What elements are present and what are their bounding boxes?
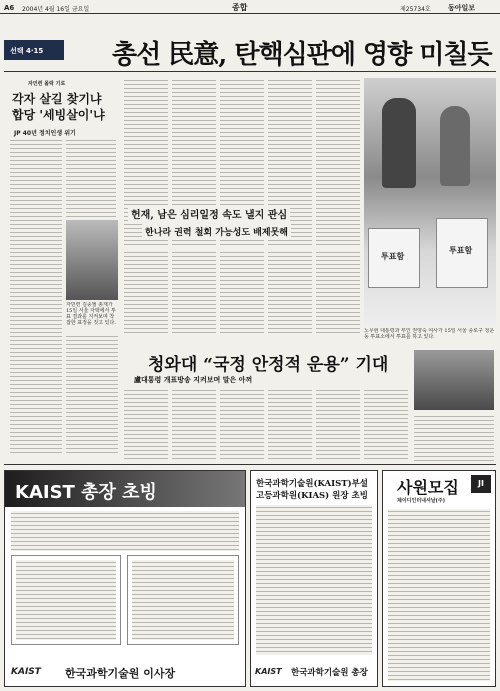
- divider: [4, 464, 496, 465]
- center-body-col-5: [316, 78, 360, 246]
- ad-kaist: [4, 470, 246, 687]
- kaist-banner: [5, 471, 245, 507]
- voting-photo: [364, 78, 496, 326]
- jp-body-col-3: [66, 334, 118, 454]
- jp-sub: JP 40년 정치인생 위기: [14, 130, 76, 137]
- jp-photo-caption: 자민련 김종필 총재가 15일 서울 자택에서 투표 결과를 지켜보며 착잡한 표정을 짓고 있다.: [66, 302, 116, 326]
- kias-logo: KAIST: [255, 667, 282, 676]
- center-body-col-8: [220, 250, 264, 336]
- person-silhouette: [382, 98, 416, 188]
- section-name: 종합: [232, 3, 248, 12]
- recruit-company: 제이디인터내셔날(주): [397, 498, 446, 504]
- bluehouse-body-col-4: [268, 388, 312, 462]
- kaist-intro: [11, 511, 239, 551]
- kias-title-1: 한국과학기술원(KAIST)부설: [256, 479, 369, 489]
- divider: [4, 71, 496, 72]
- page-number: A6: [4, 4, 15, 12]
- bluehouse-body-col-1: [124, 388, 168, 462]
- voting-photo-caption: 노무현 대통령과 부인 권양숙 여사가 15일 서울 종로구 청운동 투표소에서 투표를 하고 있다.: [364, 328, 495, 340]
- kaist-footer: 한국과학기술원 이사장: [65, 667, 176, 680]
- ballot-box-label: 투표함: [381, 251, 405, 261]
- ballot-box-right: [436, 218, 488, 288]
- paper-name: 동아일보: [448, 4, 476, 12]
- election-badge-text: 선택 4·15: [10, 47, 44, 55]
- kias-title-2: 고등과학원(KIAS) 원장 초빙: [256, 491, 368, 501]
- jp-photo: [66, 220, 118, 300]
- kaist-logo: KAIST: [11, 667, 41, 677]
- center-body-col-7: [172, 250, 216, 336]
- center-body-col-9: [268, 250, 312, 336]
- center-body-col-10: [316, 250, 360, 336]
- bluehouse-body-col-5: [316, 388, 360, 462]
- bluehouse-body-col-3: [220, 388, 264, 462]
- kias-footer: 한국과학기술원 총장: [291, 668, 368, 678]
- ad-recruit: [382, 470, 496, 687]
- ad-kias: [250, 470, 378, 687]
- bluehouse-body-col-2: [172, 388, 216, 462]
- jp-kicker: 자민련 몰락 기로: [28, 81, 66, 87]
- recruit-body: [388, 509, 490, 681]
- jp-title-2: 합당 '세빙살이'냐: [12, 108, 105, 122]
- page-header: [0, 0, 500, 14]
- kias-body: [256, 505, 372, 655]
- center-title-1: 헌재, 남은 심리일정 속도 낼지 관심: [128, 205, 290, 222]
- kaist-documents: [127, 555, 239, 645]
- ballot-box-left: [368, 228, 420, 288]
- kaist-requirements: [11, 555, 121, 645]
- recruit-logo: JI: [471, 475, 491, 493]
- issue-number: 제25734호: [400, 6, 431, 13]
- jp-body-col-1: [10, 138, 62, 454]
- recruit-title: 사원모집: [397, 478, 459, 497]
- election-badge: [4, 40, 64, 60]
- center-body-col-6: [124, 250, 168, 336]
- bluehouse-body-col-6: [364, 388, 408, 462]
- main-headline: 총선 民意, 탄핵심판에 영향 미칠듯: [112, 40, 492, 70]
- jp-title-1: 각자 살길 찾기냐: [12, 92, 102, 106]
- bluehouse-sub: 盧대통령 개표방송 지켜보며 말은 아껴: [134, 375, 253, 384]
- person-silhouette: [440, 106, 470, 186]
- center-title-2: 한나라 권력 철회 가능성도 배제못해: [142, 224, 291, 239]
- bluehouse-body-col-7: [414, 414, 494, 462]
- bluehouse-photo: [414, 350, 494, 410]
- kaist-banner-text: KAIST 총장 초빙: [15, 482, 157, 503]
- issue-date: 2004년 4월 16일 금요일: [22, 6, 90, 13]
- ballot-box-label: 투표함: [449, 245, 473, 255]
- bluehouse-title: 청와대 “국정 안정적 운용” 기대: [148, 355, 389, 375]
